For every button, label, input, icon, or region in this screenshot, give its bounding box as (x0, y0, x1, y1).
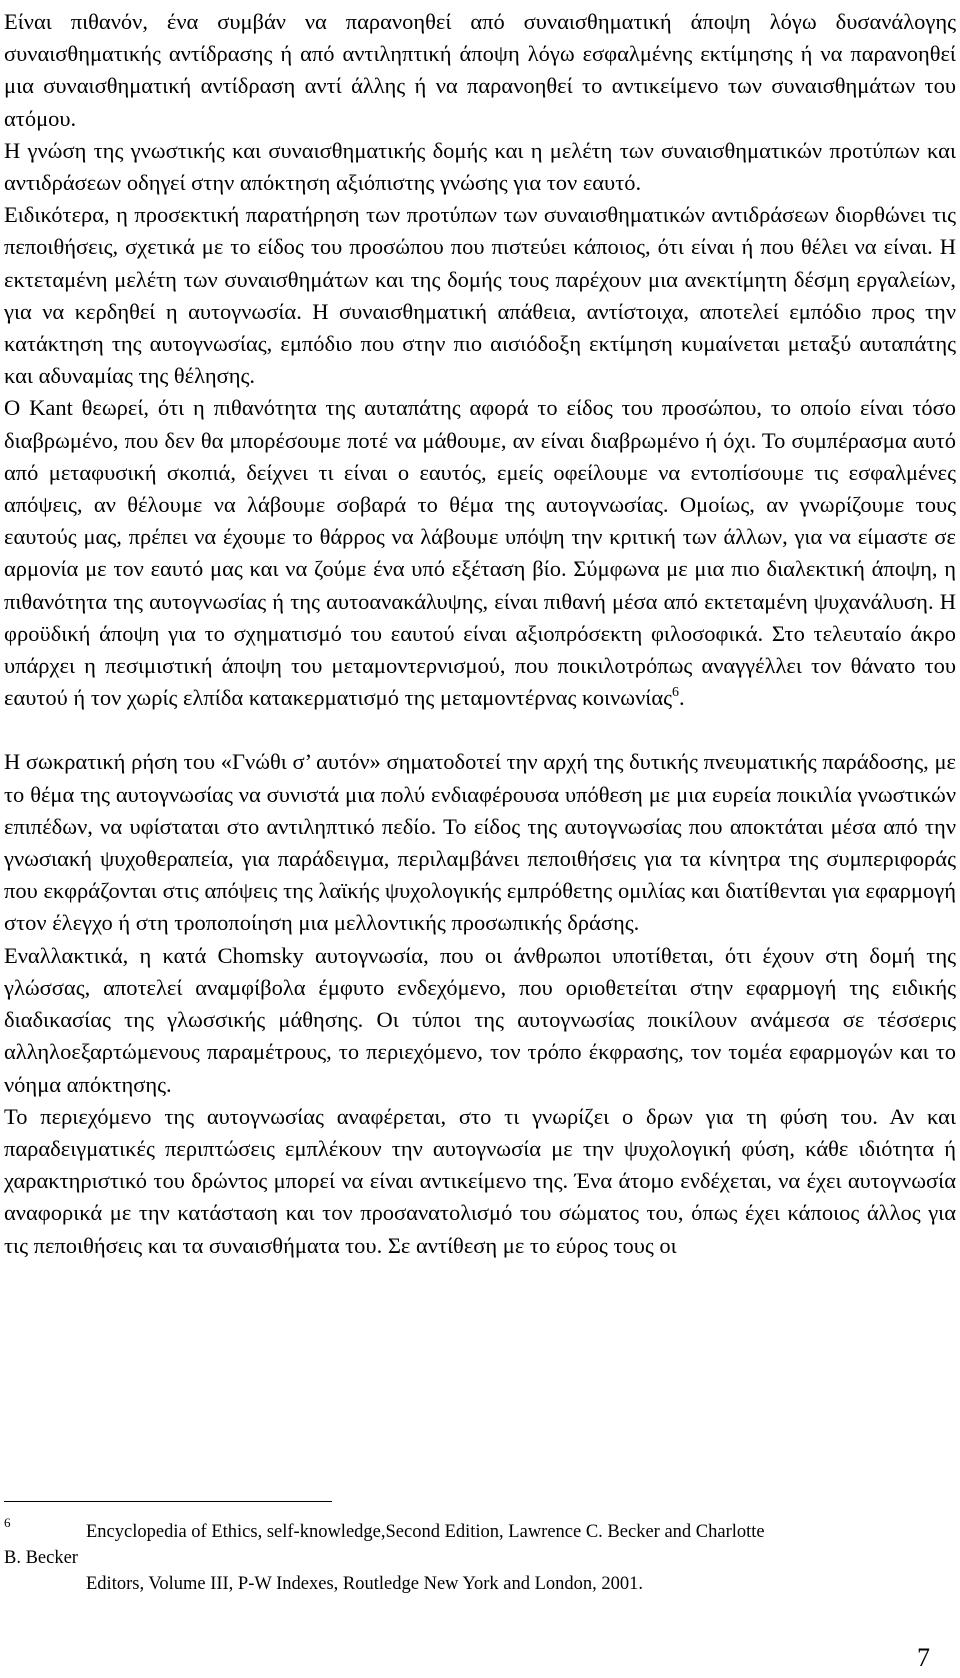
footnote-line: Editors, Volume III, P-W Indexes, Routledge New York and London, 2001. (86, 1574, 644, 1594)
paragraph: Το περιεχόμενο της αυτογνωσίας αναφέρεται, στο τι γνωρίζει ο δρων για τη φύση του. Αν και παραδειγματικές περιπτώσεις εμπλέκουν την αυτογνωσία με την ψυχολογική φύση, κάθε ιδιότητα ή χαρακτηριστικό του δρώντος μπορεί να είναι αντικείμενο της. Ένα άτομο ενδέχεται, να έχει αυτογνωσία αναφορικά με την κατάσταση και τον προσανατολισμό του σώματος του, όπως έχει κάποιος άλλος για τις πεποιθήσεις και τα συναισθήματα του. Σε αντίθεση με το εύρος τους οι (4, 1103, 956, 1258)
footnote-number: 6 (4, 1515, 11, 1530)
footnote-line (4, 1510, 944, 1545)
paragraph: Εναλλακτικά, η κατά Chomsky αυτογνωσία, που οι άνθρωποι υποτίθεται, ότι έχουν στη δομή της γλώσσας, αποτελεί αναμφίβολα έμφυτο ενδεχόμενο, που οριοθετείται στην εφαρμογή της ειδικής διαδικασίας της γλωσσικής μάθησης. Οι τύποι της αυτογνωσίας ποικίλουν ανάμεσα σε τέσσερις αλληλοεξαρτώμενους παραμέτρους, το περιεχόμενο, τον τρόπο έκφρασης, τον τομέα εφαρμογών και το νόημα απόκτησης. (4, 942, 956, 1097)
footnote-text: Encyclopedia of Ethics, self-knowledge,Second Edition, Lawrence C. Becker and Charlotte (86, 1522, 765, 1542)
body-text (4, 6, 956, 1262)
paragraph: Ειδικότερα, η προσεκτική παρατήρηση των προτύπων των συναισθηματικών αντιδράσεων διορθώνει τις πεποιθήσεις, σχετικά με το είδος του προσώπου που πιστεύει κάποιος, ότι είναι ή που θέλει να είναι. Η εκτεταμένη μελέτη των συναισθημάτων και της δομής τους παρέχουν μια ανεκτίμητη δέσμη εργαλείων, για να κερδηθεί η αυτογνωσία. Η συναισθηματική απάθεια, αντίστοιχα, αποτελεί εμπόδιο προς την κατάκτηση της αυτογνωσίας, εμπόδιο που στην πιο αισιόδοξη εκτίμηση κυμαίνεται μεταξύ αυταπάτης και αδυναμίας της θέλησης. (4, 202, 956, 389)
paragraph (4, 392, 956, 714)
paragraph: Η γνώση της γνωστικής και συναισθηματικής δομής και η μελέτη των συναισθηματικών προτύπων και αντιδράσεων οδηγεί στην απόκτηση αξιόπιστης γνώσης για τον εαυτό. (4, 137, 956, 196)
paragraph-text: Ο Kant θεωρεί, ότι η πιθανότητα της αυταπάτης αφορά το είδος του προσώπου, το οποίο είναι τόσο διαβρωμένο, που δεν θα μπορέσουμε ποτέ να μάθουμε, αν είναι διαβρωμένο ή όχι. Το συμπέρασμα αυτό από μεταφυσική σκοπιά, δείχνει τι είναι ο εαυτός, εμείς οφείλουμε να εντοπίσουμε τις εσφαλμένες απόψεις, αν θέλουμε να λάβουμε σοβαρά το θέμα της αυτογνωσίας. Ομοίως, αν γνωρίζουμε τους εαυτούς μας, πρέπει να έχουμε το θάρρος να λάβουμε υπόψη την κριτική των άλλων, για να είμαστε σε αρμονία με τον εαυτό μας και να ζούμε ένα υπό εξέταση βίο. Σύμφωνα με μια πιο διαλεκτική άποψη, η πιθανότητα της αυτογνωσίας ή της αυτοανακάλυψης, είναι πιθανή μέσα από εκτεταμένη ψυχανάλυση. Η φροϋδική άποψη για το σχηματισμό του εαυτού είναι αξιοπρόσεκτη φιλοσοφικά. Στο τελευταίο άκρο υπάρχει η πεσιμιστική άποψη του μεταμοντερνισμού, που ποικιλοτρόπως αναγγέλλει τον θάνατο του εαυτού ή τον χωρίς ελπίδα κατακερματισμό της μεταμοντέρνας κοινωνίας (4, 395, 956, 711)
footnote (4, 1510, 944, 1597)
paragraph: Η σωκρατική ρήση του «Γνώθι σ’ αυτόν» σηματοδοτεί την αρχή της δυτικής πνευματικής παράδοσης, με το θέμα της αυτογνωσίας να συνιστά μια πολύ ενδιαφέρουσα υπόθεση με μια ευρεία ποικιλία γνωστικών επιπέδων, να υφίσταται στο αντιληπτικό πεδίο. Το είδος της αυτογνωσίας που αποκτάται μέσα από την γνωσιακή ψυχοθεραπεία, για παράδειγμα, περιλαμβάνει πεποιθήσεις για τα κίνητρα της συμπεριφοράς που εκφράζονται στις απόψεις της λαϊκής ψυχολογικής εμπρόθετης ομιλίας και διατίθενται για εφαρμογή στον έλεγχο ή στη τροποποίηση μια μελλοντικής προσωπικής δράσης. (4, 749, 956, 936)
footnote-separator (4, 1501, 332, 1502)
paragraph-end: . (679, 685, 685, 711)
footnote-line: B. Becker (4, 1548, 78, 1568)
page-number: 7 (917, 1643, 930, 1672)
footnote-reference[interactable]: 6 (672, 685, 680, 701)
paragraph: Είναι πιθανόν, ένα συμβάν να παρανοηθεί από συναισθηματική άποψη λόγω δυσανάλογης συναισθηματικής αντίδρασης ή από αντιληπτική άποψη λόγω εσφαλμένης εκτίμησης ή να παρανοηθεί μια συναισθηματική αντίδραση αντί άλλης ή να παρανοηθεί το αντικείμενο των συναισθημάτων του ατόμου. (4, 9, 956, 131)
